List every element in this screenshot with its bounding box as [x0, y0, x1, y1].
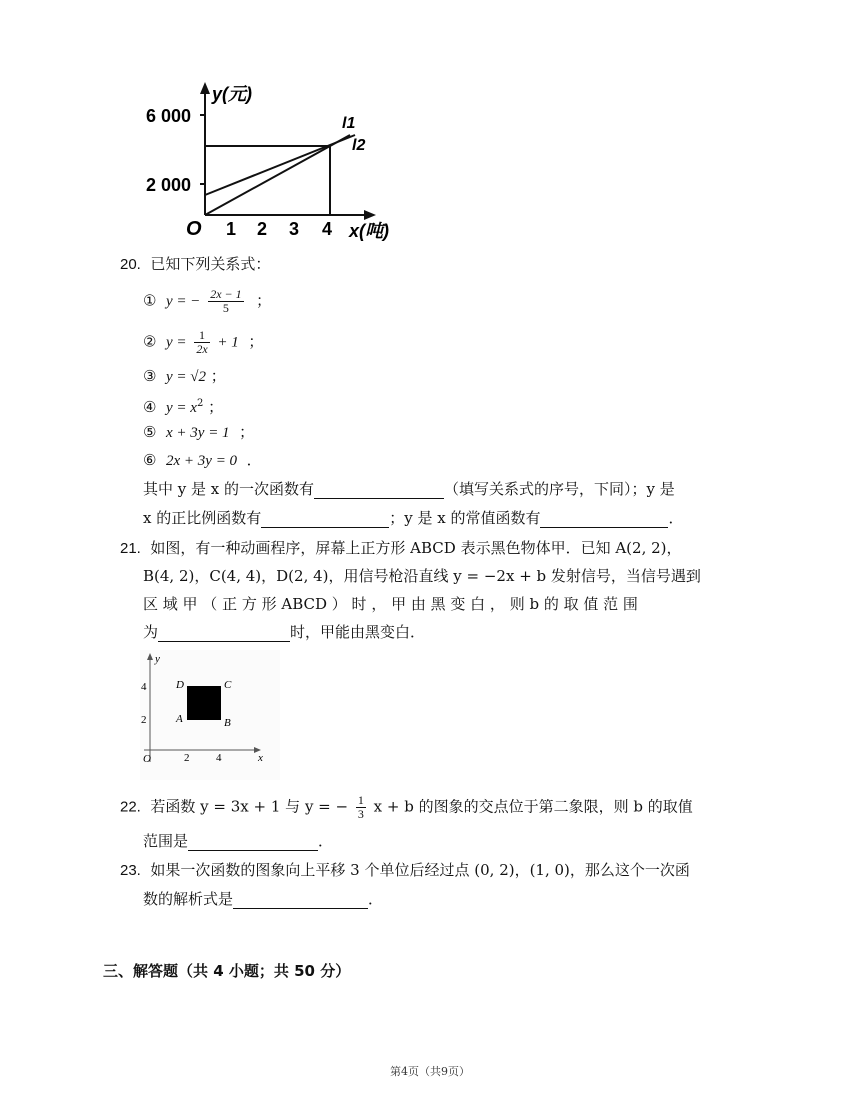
line-l2-label: l2	[352, 137, 366, 154]
svg-text:2: 2	[141, 714, 147, 726]
fraction: $\frac{1}{2x}$	[196, 328, 208, 356]
item-tail: ；	[256, 291, 272, 310]
q20-stem: 已知下列关系式：	[150, 255, 271, 273]
square-figure	[140, 650, 280, 780]
item-expr-pre: y = −	[166, 293, 201, 310]
vertex-b: B	[224, 717, 231, 729]
x-tick-2: 2	[257, 219, 268, 239]
line-l2	[205, 135, 355, 195]
svg-text:O: O	[143, 753, 151, 765]
q22-line-2: 范围是 ．	[143, 832, 334, 850]
q20-item-5	[143, 422, 254, 443]
item-mark: ③	[143, 367, 157, 385]
svg-text:2: 2	[184, 752, 190, 764]
svg-text:x: x	[258, 752, 263, 764]
y-tick-2000: 2 000	[146, 175, 192, 195]
item-tail: ；	[248, 332, 264, 351]
q23-line-1: 23. 如果一次函数的图象向上平移 3 个单位后经过点 (0, 2)，(1, 0)，那么这个一次函	[120, 861, 690, 879]
item-expr-post: + 1	[217, 334, 239, 351]
item-expr: 2x + 3y = 0	[166, 453, 238, 469]
answer-blank[interactable]	[314, 482, 444, 499]
fraction: $\frac{1}{3}$	[357, 793, 364, 821]
q20-item-2	[143, 329, 263, 356]
item-expr: x + 3y = 1	[166, 425, 230, 441]
q21-line-1: 21. 如图，有一种动画程序，屏幕上正方形 ABCD 表示黑色物体甲．已知 A(2, 2)，	[120, 539, 682, 557]
q20-item-1	[143, 288, 271, 315]
q20-item-6	[143, 450, 262, 471]
y-axis-arrow	[200, 82, 210, 94]
item-expr-pre: y =	[166, 334, 187, 351]
q20-ask-line-1: 其中 y 是 x 的一次函数有 （填写关系式的序号，下同）；y 是	[143, 480, 675, 498]
x-axis-label: x(吨)	[349, 221, 389, 241]
q22-number: 22.	[120, 798, 141, 816]
q21-number: 21.	[120, 540, 141, 557]
x-axis-arrow	[364, 210, 376, 220]
item-tail: ；	[210, 367, 226, 385]
vertex-d: D	[176, 679, 184, 691]
x-tick-1: 1	[226, 219, 237, 239]
q20-number: 20.	[120, 256, 141, 273]
item-mark: ④	[143, 398, 157, 416]
item-expr: y = √2	[166, 369, 207, 385]
answer-blank[interactable]	[233, 892, 368, 909]
item-mark: ⑥	[143, 451, 157, 469]
item-mark: ⑤	[143, 423, 157, 441]
item-tail: ；	[239, 423, 255, 441]
svg-text:4: 4	[216, 752, 222, 764]
vertex-c: C	[224, 679, 232, 691]
q23-line-2: 数的解析式是 ．	[143, 890, 384, 908]
item-tail: ；	[208, 398, 224, 416]
answer-blank[interactable]	[540, 511, 668, 528]
q20-stem-line	[120, 254, 270, 275]
line-l1-label: l1	[342, 115, 356, 132]
item-mark: ①	[143, 291, 157, 310]
svg-text:4: 4	[141, 681, 147, 693]
origin-label: O	[186, 218, 202, 240]
q20-item-3	[143, 366, 226, 387]
vertex-a: A	[176, 713, 183, 725]
item-expr: y = x	[166, 400, 197, 416]
fraction: $\frac{2x - 1}{5}$	[210, 287, 242, 315]
x-tick-3: 3	[289, 219, 300, 239]
item-mark: ②	[143, 332, 157, 351]
item-tail: ．	[246, 451, 262, 469]
y-axis-label: y(元)	[212, 84, 252, 104]
q23-number: 23.	[120, 862, 141, 879]
q22-line-1: 22. 若函数 y = 3x + 1 与 y = − $\frac{1}{3}$ x + b 的图象的交点位于第二象限，则 b 的取值	[120, 793, 693, 821]
q21-line-3: 区 域 甲 （ 正 方 形 ABCD ） 时 ， 甲 由 黑 变 白 ， 则 b 的 取 值 范 围	[143, 595, 638, 613]
section-heading: 三、解答题（共 4 小题；共 50 分）	[103, 962, 351, 980]
svg-text:y: y	[155, 653, 160, 665]
square-abcd	[187, 686, 221, 720]
y-tick-6000: 6 000	[146, 106, 192, 126]
answer-blank[interactable]	[188, 834, 318, 851]
q21-line-4: 为 时，甲能由黑变白．	[143, 623, 426, 641]
x-tick-4: 4	[322, 219, 333, 239]
q20-ask-line-2: x 的正比例函数有 ；y 是 x 的常值函数有 ．	[143, 509, 684, 527]
answer-blank[interactable]	[158, 625, 290, 642]
q20-item-4: ④ $y = x^2$ ；	[143, 398, 224, 416]
cost-graph	[140, 80, 410, 245]
q21-line-2: B(4, 2)，C(4, 4)，D(2, 4)，用信号枪沿直线 y = −2x + b 发射信号，当信号遇到	[143, 567, 701, 585]
page-footer: 第4页（共9页）	[390, 1065, 470, 1078]
answer-blank[interactable]	[261, 511, 389, 528]
